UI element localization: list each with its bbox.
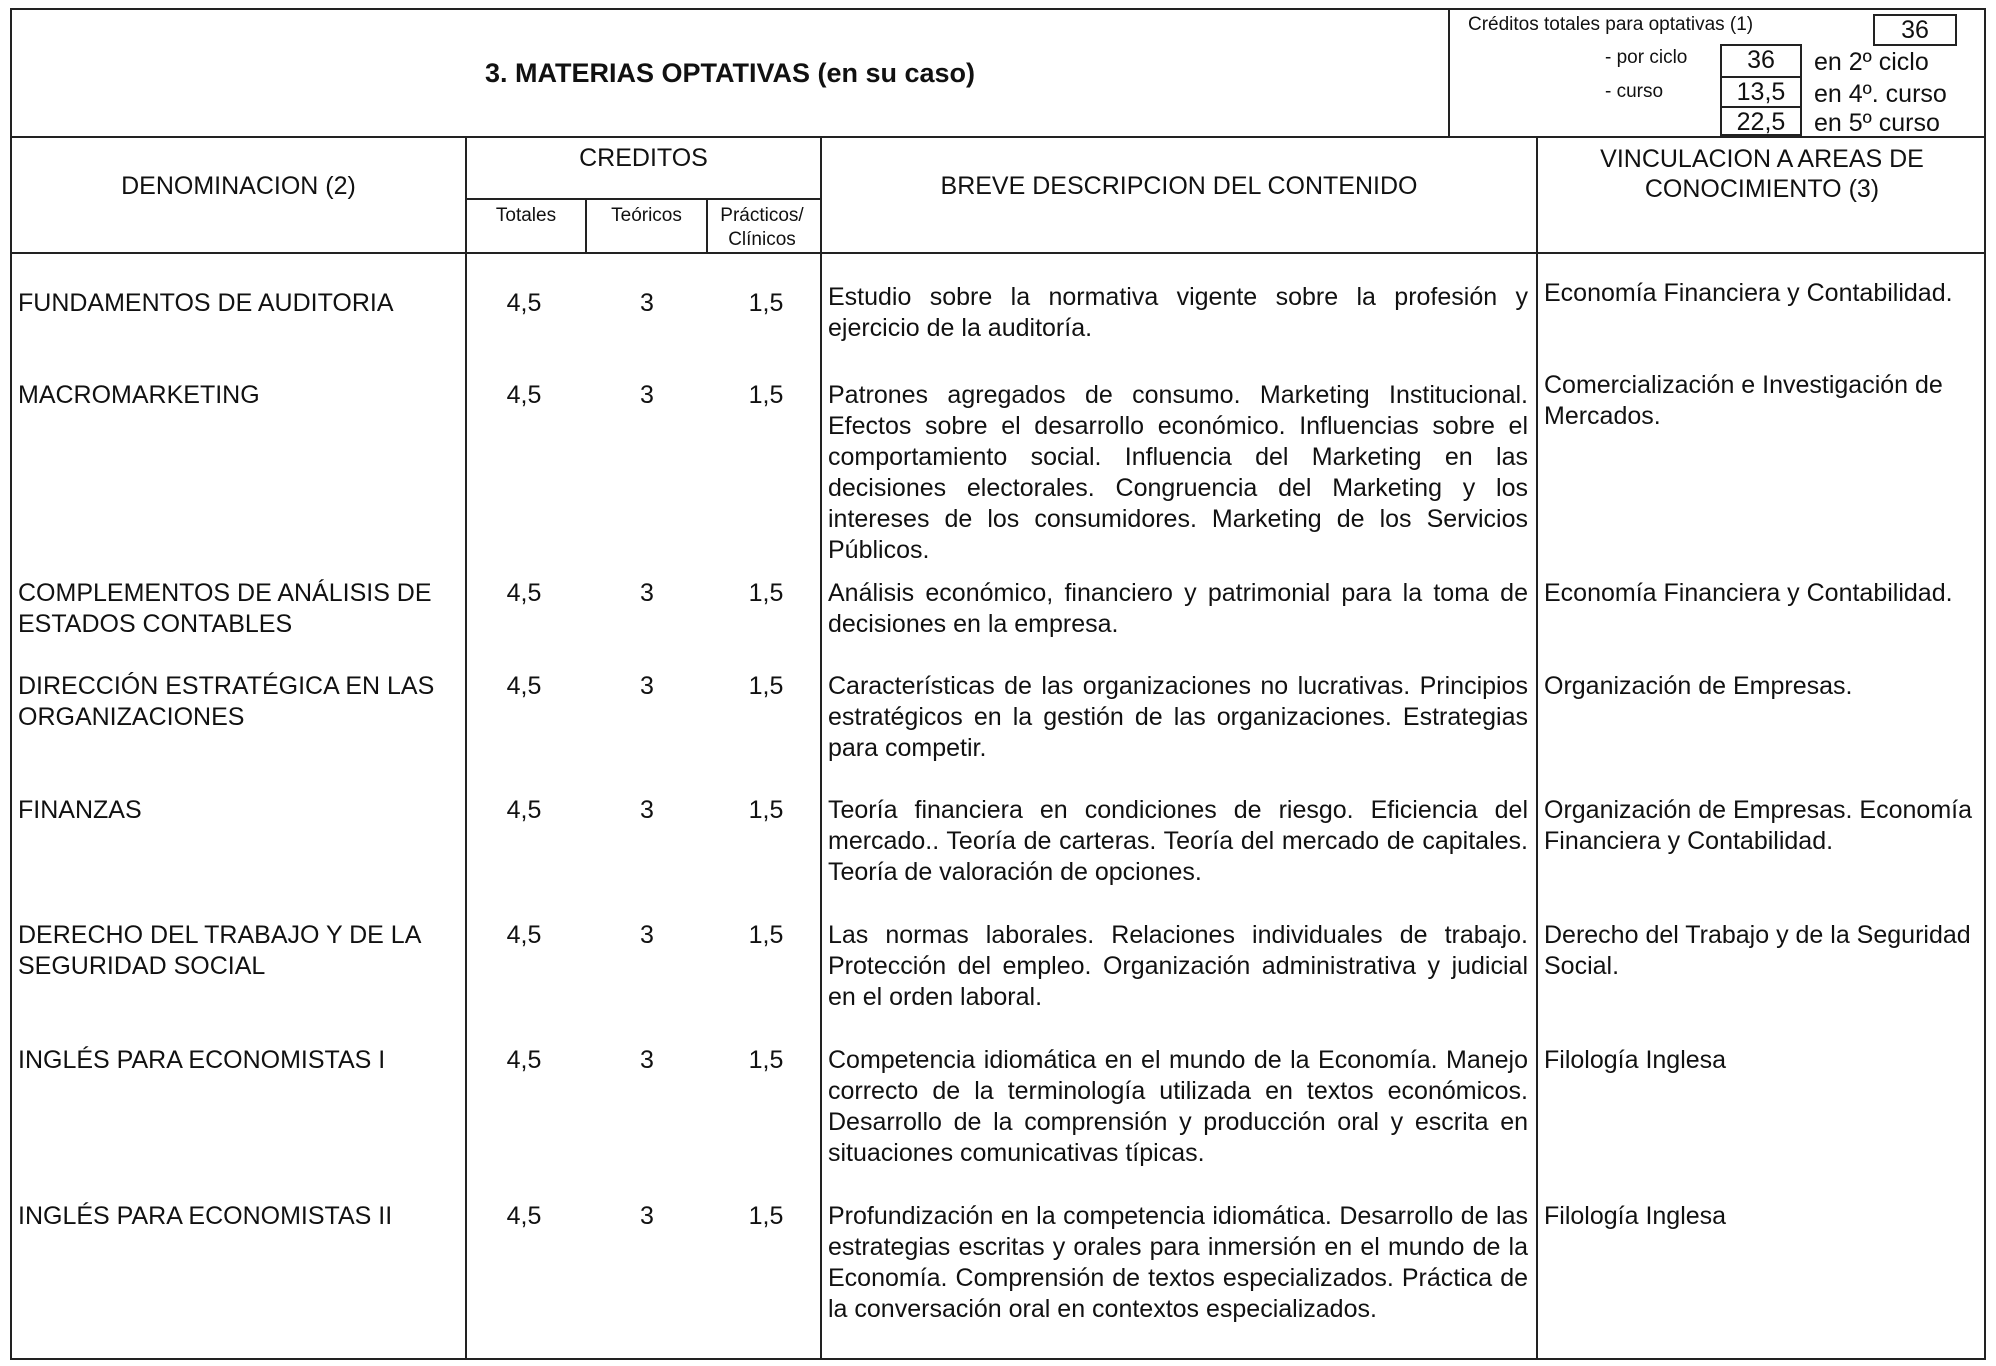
cycle-credits-box: 36 <box>1720 44 1802 78</box>
per-course-label: - curso <box>1605 81 1664 102</box>
knowledge-area: Filología Inglesa <box>1544 1046 1727 1074</box>
course-description: Competencia idiomática en el mundo de la Economía. Manejo correcto de la terminología utilizada en textos económicos. Desarrollo de la comprensión y producción oral y escrita en situaciones comunicativas típicas. <box>828 1046 1528 1167</box>
header-practicos: Prácticos/ Clínicos <box>720 205 804 250</box>
header-bottom-rule <box>12 252 1984 254</box>
credits-total: 4,5 <box>506 672 542 700</box>
course-description: Patrones agregados de consumo. Marketing Institucional. Efectos sobre el desarrollo económico. Influencias sobre el comportamiento social. Influencia del Marketing en las decisiones electorales. Congruencia del Marketing y los intereses de los consumidores. Marketing de los Servicios Públicos. <box>828 381 1528 564</box>
course-name: FUNDAMENTOS DE AUDITORIA <box>18 289 394 317</box>
credits-total: 4,5 <box>506 1202 542 1230</box>
column-divider <box>820 138 822 1358</box>
credits-practice: 1,5 <box>748 1046 784 1074</box>
credits-practice: 1,5 <box>748 579 784 607</box>
credits-theory: 3 <box>640 289 654 317</box>
course-description: Las normas laborales. Relaciones individuales de trabajo. Protección del empleo. Organización administrativa y judicial en el orden laboral. <box>828 921 1528 1011</box>
course5-credits-box: 22,5 <box>1720 106 1802 136</box>
per-cycle-label: - por ciclo <box>1605 47 1688 68</box>
knowledge-area: Derecho del Trabajo y de la Seguridad Social. <box>1544 921 1971 980</box>
credits-practice: 1,5 <box>748 381 784 409</box>
credits-theory: 3 <box>640 921 654 949</box>
credits-total: 4,5 <box>506 796 542 824</box>
credits-total: 4,5 <box>506 1046 542 1074</box>
course-name: DERECHO DEL TRABAJO Y DE LA SEGURIDAD SOCIAL <box>18 921 420 980</box>
credits-total: 4,5 <box>506 381 542 409</box>
total-credits-box: 36 <box>1873 14 1957 46</box>
header-divider <box>465 198 822 200</box>
credits-theory: 3 <box>640 672 654 700</box>
knowledge-area: Filología Inglesa <box>1544 1202 1727 1230</box>
course-name: INGLÉS PARA ECONOMISTAS I <box>18 1046 386 1074</box>
credits-total: 4,5 <box>506 579 542 607</box>
header-creditos: CREDITOS <box>579 144 708 172</box>
header-box <box>10 8 1986 138</box>
course-name: COMPLEMENTOS DE ANÁLISIS DE ESTADOS CONTABLES <box>18 579 432 638</box>
section-title: 3. MATERIAS OPTATIVAS (en su caso) <box>12 10 1450 136</box>
course-name: DIRECCIÓN ESTRATÉGICA EN LAS ORGANIZACIONES <box>18 672 435 731</box>
course-description: Análisis económico, financiero y patrimonial para la toma de decisiones en la empresa. <box>828 579 1528 638</box>
credits-theory: 3 <box>640 381 654 409</box>
knowledge-area: Economía Financiera y Contabilidad. <box>1544 279 1953 307</box>
column-divider <box>706 200 708 252</box>
courses-table <box>10 136 1986 1360</box>
header-totales: Totales <box>495 205 557 226</box>
header-descripcion: BREVE DESCRIPCION DEL CONTENIDO <box>940 172 1418 200</box>
knowledge-area: Organización de Empresas. Economía Financiera y Contabilidad. <box>1544 796 1972 855</box>
credits-theory: 3 <box>640 1202 654 1230</box>
credits-practice: 1,5 <box>748 289 784 317</box>
course-description: Características de las organizaciones no lucrativas. Principios estratégicos en la gestión de las organizaciones. Estrategias para competir. <box>828 672 1528 762</box>
credits-total: 4,5 <box>506 921 542 949</box>
course4-credits-text: en 4º. curso <box>1814 80 1947 108</box>
knowledge-area: Comercialización e Investigación de Mercados. <box>1544 371 1943 430</box>
course-name: FINANZAS <box>18 796 142 824</box>
credits-total: 4,5 <box>506 289 542 317</box>
course5-credits-text: en 5º curso <box>1814 109 1940 137</box>
credits-theory: 3 <box>640 1046 654 1074</box>
course-name: INGLÉS PARA ECONOMISTAS II <box>18 1202 393 1230</box>
course4-credits-box: 13,5 <box>1720 76 1802 108</box>
course-description: Teoría financiera en condiciones de riesgo. Eficiencia del mercado.. Teoría de carteras. Teoría del mercado de capitales. Teoría de valoración de opciones. <box>828 796 1528 886</box>
credits-theory: 3 <box>640 796 654 824</box>
column-divider <box>1536 138 1538 1358</box>
credits-summary <box>1450 10 1986 136</box>
credits-theory: 3 <box>640 579 654 607</box>
knowledge-area: Organización de Empresas. <box>1544 672 1853 700</box>
credits-practice: 1,5 <box>748 1202 784 1230</box>
course-description: Profundización en la competencia idiomática. Desarrollo de las estrategias escritas y orales para inmersión en el mundo de la Economía. Comprensión de textos especializados. Práctica de la conversación oral en contextos especializados. <box>828 1202 1528 1323</box>
credits-practice: 1,5 <box>748 796 784 824</box>
header-denominacion: DENOMINACION (2) <box>121 172 356 200</box>
column-divider <box>465 138 467 1358</box>
course-description: Estudio sobre la normativa vigente sobre la profesión y ejercicio de la auditoría. <box>828 283 1528 342</box>
header-vinculacion: VINCULACION A AREAS DE CONOCIMIENTO (3) <box>1600 145 1924 203</box>
course-name: MACROMARKETING <box>18 381 260 409</box>
knowledge-area: Economía Financiera y Contabilidad. <box>1544 579 1953 607</box>
credits-practice: 1,5 <box>748 672 784 700</box>
total-credits-label: Créditos totales para optativas (1) <box>1468 14 1754 35</box>
cycle-credits-text: en 2º ciclo <box>1814 48 1929 76</box>
credits-practice: 1,5 <box>748 921 784 949</box>
header-teoricos: Teóricos <box>611 205 682 226</box>
